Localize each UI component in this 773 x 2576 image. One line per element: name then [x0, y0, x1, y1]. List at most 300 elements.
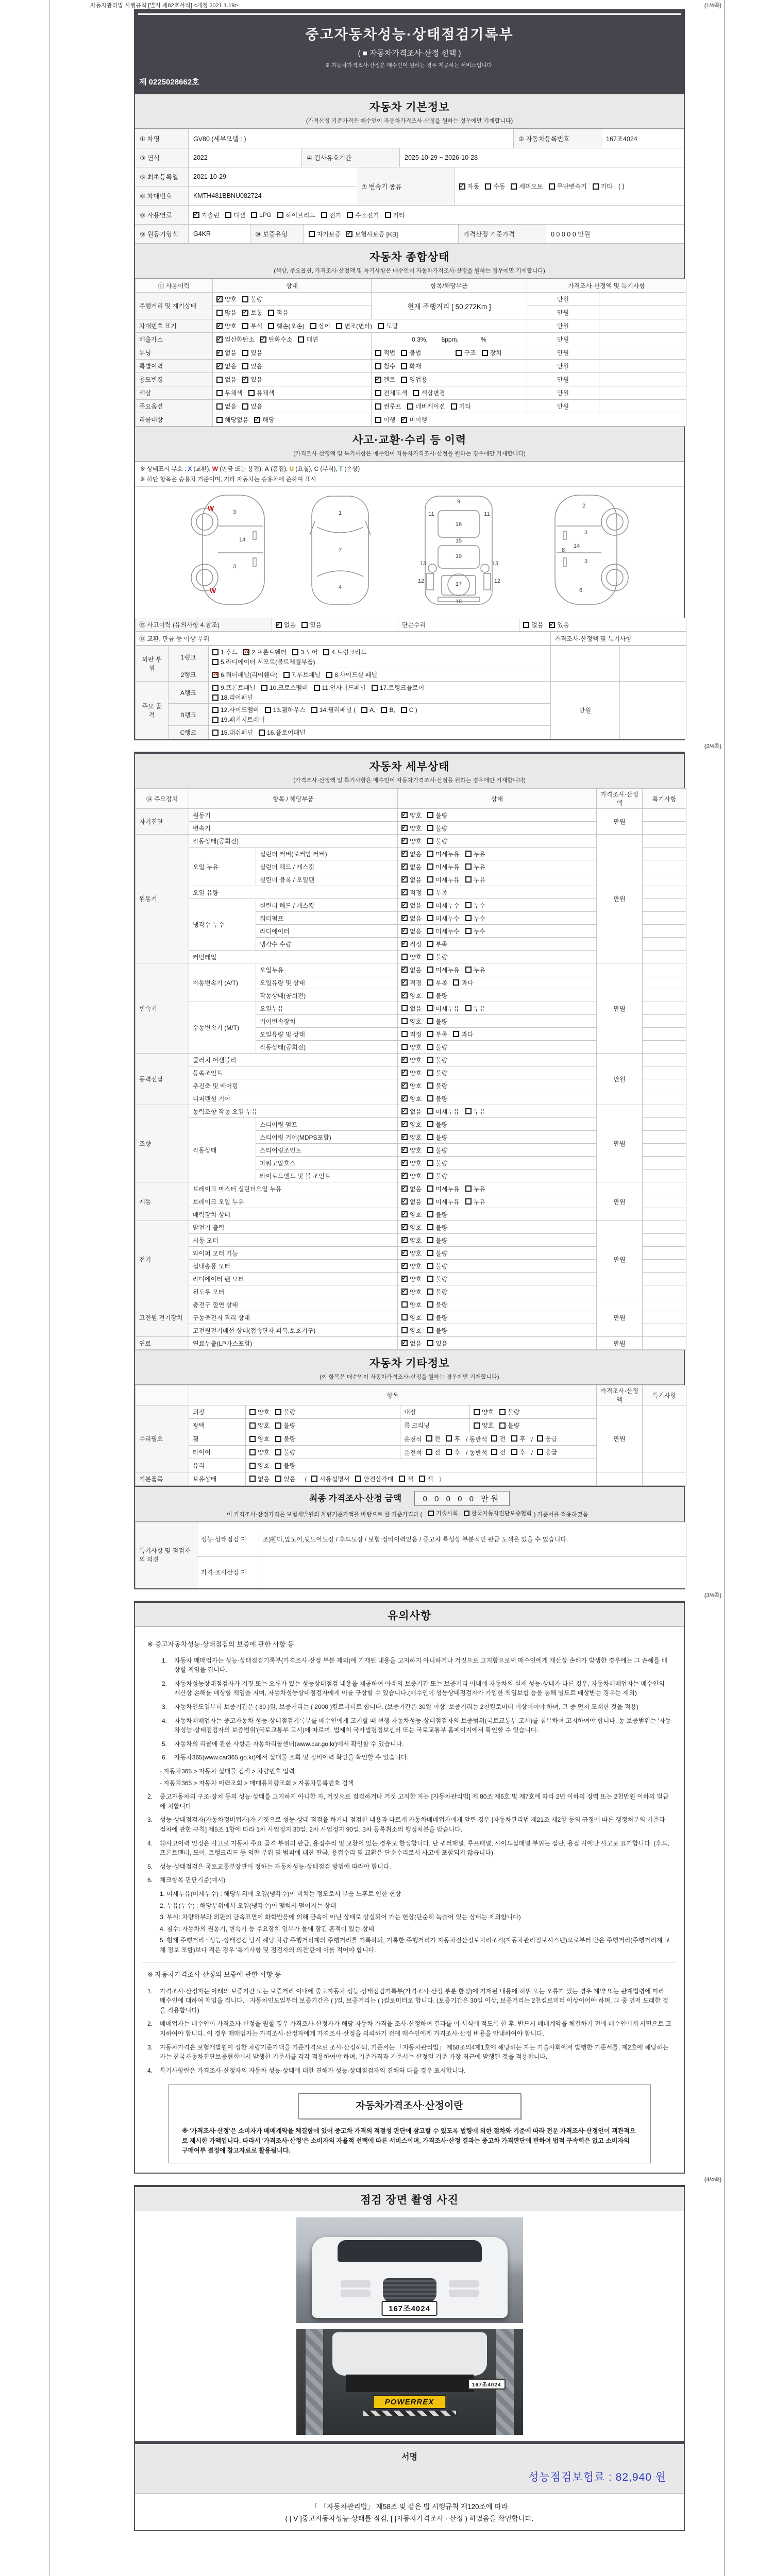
checkbox[interactable]	[375, 390, 381, 396]
checked-checkbox[interactable]	[401, 902, 408, 908]
checkbox[interactable]	[446, 1435, 452, 1442]
checkbox[interactable]	[242, 296, 248, 302]
option-label: 2.프론트휀더	[251, 649, 287, 656]
checkbox[interactable]	[511, 183, 517, 190]
inline-text: 이 가격조사·산정가격은 보험개발원의 차량기준가액을 바탕으로 한 기준가격과 (	[226, 1511, 423, 1518]
checkbox[interactable]	[427, 851, 433, 857]
checkbox[interactable]	[427, 1134, 433, 1140]
checkbox[interactable]	[212, 730, 219, 736]
cell: 배력장치 상태	[189, 1208, 398, 1221]
checkbox[interactable]	[427, 1263, 433, 1269]
checked-checkbox[interactable]	[401, 1121, 408, 1127]
option-label: 7.루브패널	[291, 671, 321, 679]
checkbox[interactable]	[427, 1031, 433, 1037]
checkbox[interactable]	[401, 1314, 408, 1320]
inline-text: ) 기준서를 적용하였음	[533, 1511, 589, 1518]
checkbox[interactable]	[249, 1476, 256, 1482]
checkbox[interactable]	[212, 717, 219, 723]
checkbox-option	[276, 620, 296, 629]
checked-checkbox[interactable]	[401, 915, 408, 921]
option-label: 미세누수	[435, 902, 460, 909]
checkbox[interactable]	[427, 1250, 433, 1256]
checkbox[interactable]	[427, 1340, 433, 1346]
checked-checkbox[interactable]	[401, 863, 408, 870]
checkbox[interactable]	[314, 685, 320, 691]
checked-checkbox[interactable]	[401, 1250, 408, 1256]
checkbox[interactable]	[465, 928, 472, 934]
checked-checkbox[interactable]	[401, 1070, 408, 1076]
option-label: 없음	[225, 363, 237, 370]
checkbox[interactable]	[292, 649, 298, 655]
checked-checkbox[interactable]	[216, 323, 223, 329]
option-label: 누유	[473, 966, 485, 974]
checkbox[interactable]	[336, 323, 342, 329]
checkbox[interactable]	[426, 1449, 432, 1455]
checkbox[interactable]	[465, 1108, 472, 1114]
checkbox[interactable]	[311, 1476, 317, 1482]
checkbox[interactable]	[268, 323, 274, 329]
option-label: 15.대쉬패널	[221, 729, 254, 736]
checkbox[interactable]	[381, 707, 387, 713]
checkbox[interactable]	[446, 1449, 452, 1455]
checkbox[interactable]	[251, 212, 257, 218]
cell	[372, 346, 527, 360]
cell: 오일 유량	[189, 886, 398, 899]
checkbox-option	[268, 321, 304, 330]
checkbox[interactable]	[465, 1005, 472, 1011]
checkbox[interactable]	[474, 1422, 480, 1429]
checked-checkbox[interactable]	[401, 1134, 408, 1140]
checkbox[interactable]	[277, 212, 283, 218]
checkbox[interactable]	[401, 363, 407, 369]
checkbox[interactable]	[378, 323, 384, 329]
field-value: 2021-10-29	[193, 173, 226, 180]
row-label-cell: 색상	[136, 386, 213, 400]
checkbox[interactable]	[427, 1005, 433, 1011]
checkbox[interactable]	[401, 707, 407, 713]
checkbox[interactable]	[453, 979, 459, 986]
checkbox[interactable]	[216, 390, 223, 396]
checkbox[interactable]	[401, 350, 407, 356]
checkbox-option	[401, 991, 422, 1000]
checked-checkbox[interactable]	[401, 1340, 408, 1346]
row-label-cell: 전기	[136, 1221, 189, 1298]
checkbox[interactable]	[401, 1301, 408, 1308]
checkbox[interactable]	[385, 212, 391, 218]
checkbox[interactable]	[249, 1409, 256, 1415]
checkbox[interactable]	[275, 1422, 281, 1429]
checkbox[interactable]	[465, 915, 472, 921]
checkbox[interactable]	[401, 954, 408, 960]
option-label: 기술사회,	[436, 1511, 460, 1517]
checkbox-option	[401, 1069, 422, 1077]
checkbox[interactable]	[309, 231, 315, 237]
page-right-edge	[724, 0, 725, 2576]
price-appraisal-info-box	[168, 2084, 651, 2163]
checkbox-option	[593, 182, 613, 191]
checkbox[interactable]	[361, 707, 367, 713]
checkbox[interactable]	[301, 622, 308, 628]
checkbox[interactable]	[275, 1449, 281, 1455]
cell	[643, 1247, 686, 1260]
checkbox[interactable]	[259, 730, 265, 736]
checkbox[interactable]	[427, 1185, 433, 1192]
checkbox[interactable]	[321, 212, 327, 218]
checkbox[interactable]	[427, 812, 433, 818]
checkbox[interactable]	[248, 390, 255, 396]
checked-checkbox[interactable]	[401, 825, 408, 831]
checked-checkbox[interactable]	[401, 889, 408, 895]
checkbox[interactable]	[225, 212, 231, 218]
checkbox[interactable]	[268, 310, 274, 316]
note-number: 4.	[147, 1839, 153, 1847]
checkbox[interactable]	[427, 941, 433, 947]
option-label: 해당	[262, 416, 275, 423]
checkbox[interactable]	[427, 1173, 433, 1179]
cell: 브레이크 마스터 실린더오일 누유	[189, 1182, 398, 1195]
note-subtext: 4. 침수: 자동차의 원동기, 변속기 등 주요장치 일부가 물에 잠긴 흔적이 있는 상태	[160, 1925, 375, 1933]
checkbox[interactable]	[428, 1511, 434, 1516]
option-label: 양호	[482, 1409, 494, 1416]
checked-checkbox[interactable]	[401, 1108, 408, 1114]
option-label: 부식	[250, 323, 263, 330]
checkbox[interactable]	[474, 1409, 480, 1415]
checkbox-option	[401, 1287, 422, 1296]
checked-checkbox[interactable]	[401, 1211, 408, 1217]
checkbox[interactable]	[427, 1160, 433, 1166]
checkbox[interactable]	[401, 1044, 408, 1050]
checked-checkbox[interactable]	[375, 377, 381, 383]
checkbox[interactable]	[427, 1095, 433, 1101]
cell	[643, 912, 686, 925]
checkbox-option	[242, 348, 262, 357]
note-text: 자동차가격은 보험개발원이 정한 차량기준가액을 기준가격으로 조사·산정하되, 기준서는 「자동차관리법」 제58조의4제1호에 해당하는 자는 기술사회에서 발행한 기준서를, 제2호에 해당하는 자는 한국자동차진단보증협회에서 발행한 기준서를 각각 적용하여야 하며, 기준가격과 기준서는 산정일 기준 가장 최근에 발행된 것을 적용합니다.	[160, 2043, 669, 2061]
option-label: 적정	[410, 1030, 422, 1038]
checkbox[interactable]	[401, 1031, 408, 1037]
checkbox[interactable]	[427, 1211, 433, 1217]
checked-checkbox[interactable]	[401, 1057, 408, 1063]
checked-checkbox[interactable]	[260, 336, 266, 343]
field-label: ⑧ 사용연료	[135, 206, 189, 224]
checkbox[interactable]	[465, 902, 472, 908]
checkbox[interactable]	[275, 1409, 281, 1415]
checkbox[interactable]	[216, 377, 223, 383]
checkbox[interactable]	[401, 1005, 408, 1011]
checkbox[interactable]	[456, 350, 462, 356]
checkbox-option	[216, 375, 237, 384]
checked-checkbox[interactable]	[216, 336, 223, 343]
checkbox[interactable]	[249, 1422, 256, 1429]
checkbox-option	[268, 308, 288, 317]
option-label: 사용설명서	[320, 1475, 350, 1483]
inline-text: ）	[439, 1476, 445, 1484]
option-label: 미세누유	[435, 850, 460, 858]
checkbox[interactable]	[375, 417, 381, 423]
cell	[643, 848, 686, 860]
checked-checkbox[interactable]	[401, 1263, 408, 1269]
checked-checkbox[interactable]	[216, 363, 223, 369]
cell	[398, 1131, 597, 1144]
overall-title: 자동차 종합상태	[369, 251, 450, 263]
option-label: 있음	[557, 621, 569, 629]
checkbox-option	[427, 1004, 459, 1013]
checkbox-option	[401, 1172, 422, 1180]
checked-checkbox[interactable]	[401, 1198, 408, 1205]
checkbox[interactable]	[427, 915, 433, 921]
checkbox[interactable]	[593, 183, 599, 190]
cell	[643, 1079, 686, 1092]
checkbox[interactable]	[323, 649, 329, 655]
checkbox[interactable]	[427, 967, 433, 973]
checked-checkbox[interactable]	[401, 1237, 408, 1243]
checkbox[interactable]	[375, 350, 381, 356]
checkbox[interactable]	[465, 1198, 472, 1205]
checked-checkbox[interactable]	[401, 851, 408, 857]
checkbox[interactable]	[427, 1057, 433, 1063]
checkbox[interactable]	[465, 967, 472, 973]
cell	[643, 1157, 686, 1170]
checkbox[interactable]	[491, 1449, 497, 1455]
checkbox[interactable]	[427, 979, 433, 986]
cell	[643, 938, 686, 951]
checkbox[interactable]	[427, 1121, 433, 1127]
cell	[213, 306, 372, 319]
checkbox[interactable]	[261, 685, 267, 691]
checkbox[interactable]	[465, 876, 472, 883]
final-price-title: 최종 가격조사·산정 금액	[309, 1494, 402, 1503]
checkbox[interactable]	[427, 863, 433, 870]
checkbox[interactable]	[537, 1435, 543, 1442]
status-code-W: W	[212, 465, 219, 472]
checked-checkbox[interactable]	[276, 622, 282, 628]
option-label: 양호	[410, 1314, 422, 1321]
checkbox[interactable]	[427, 1018, 433, 1024]
checkbox[interactable]	[427, 902, 433, 908]
cell: 등속조인트	[189, 1066, 398, 1079]
option-label: 양호	[258, 1422, 270, 1429]
checkbox[interactable]	[401, 377, 407, 383]
checkbox[interactable]	[347, 212, 353, 218]
checked-checkbox[interactable]	[346, 231, 352, 237]
checkbox[interactable]	[427, 825, 433, 831]
checkbox[interactable]	[549, 183, 555, 190]
checked-checkbox[interactable]	[401, 1185, 408, 1192]
checkbox[interactable]	[427, 1198, 433, 1205]
checked-checkbox[interactable]	[401, 1095, 408, 1101]
checkbox-option	[326, 670, 377, 679]
cell: 가격조사·산정액 및 특기사항	[551, 632, 686, 646]
checkbox[interactable]	[242, 403, 248, 410]
checkbox[interactable]	[451, 403, 457, 410]
checkbox[interactable]	[427, 1044, 433, 1050]
checkbox[interactable]	[427, 1301, 433, 1308]
checkbox[interactable]	[511, 1435, 517, 1442]
checkbox[interactable]	[427, 889, 433, 895]
checked-checkbox[interactable]	[401, 992, 408, 998]
checked-checkbox[interactable]	[401, 876, 408, 883]
checked-checkbox[interactable]	[216, 350, 223, 356]
option-label: 없음	[410, 863, 422, 871]
checkbox[interactable]	[212, 707, 219, 713]
checkbox[interactable]	[242, 363, 248, 369]
checkbox-option	[346, 230, 398, 239]
checked-checkbox[interactable]	[401, 838, 408, 844]
option-label: 19.패키지트레이	[221, 716, 265, 723]
checkbox[interactable]	[275, 1476, 281, 1482]
form-title: 중고자동차성능·상태점검기록부	[305, 27, 514, 42]
option-label: 없음	[410, 914, 422, 922]
checkbox[interactable]	[453, 1031, 459, 1037]
page-marker-3: (3/4쪽)	[704, 1592, 721, 1599]
checked-checkbox[interactable]	[401, 812, 408, 818]
checkbox[interactable]	[491, 1435, 497, 1442]
checked-checkbox[interactable]	[549, 622, 555, 628]
checkbox-option	[401, 1004, 422, 1013]
option-label: 유채색	[256, 389, 275, 397]
option-label: 미이행	[409, 416, 427, 423]
checkbox[interactable]	[427, 992, 433, 998]
checkbox[interactable]	[355, 1476, 361, 1482]
checked-checkbox[interactable]	[401, 1289, 408, 1295]
checked-checkbox[interactable]	[401, 1147, 408, 1153]
checkbox[interactable]	[242, 350, 248, 356]
option-label: 양호	[258, 1409, 270, 1416]
option-label: 누유	[473, 850, 485, 858]
checkbox[interactable]	[426, 1435, 432, 1442]
checkbox[interactable]	[216, 403, 223, 410]
checkbox-option	[427, 1184, 459, 1193]
checkbox[interactable]	[212, 659, 219, 665]
option-label: 불법	[409, 349, 422, 357]
checkbox[interactable]	[482, 350, 488, 356]
checkbox[interactable]	[464, 1511, 469, 1516]
checkbox[interactable]	[375, 363, 381, 369]
checked-checkbox[interactable]	[216, 296, 223, 302]
checkbox[interactable]	[499, 1422, 506, 1429]
option-label: 불량	[435, 1314, 448, 1321]
checked-checkbox[interactable]	[401, 967, 408, 973]
checkbox[interactable]	[407, 403, 413, 410]
checked-checkbox[interactable]	[401, 417, 407, 423]
checkbox-option	[372, 683, 424, 692]
checkbox[interactable]	[310, 323, 316, 329]
checkbox[interactable]	[427, 1082, 433, 1089]
checked-checkbox[interactable]	[401, 941, 408, 947]
option-label: 불량	[435, 1043, 448, 1051]
checkbox[interactable]	[427, 954, 433, 960]
exchange-repair-header	[135, 632, 684, 646]
checkbox[interactable]	[216, 310, 223, 316]
checkbox[interactable]	[427, 1147, 433, 1153]
checked-checkbox[interactable]	[401, 928, 408, 934]
w-mark-checkbox[interactable]	[243, 649, 249, 655]
checked-checkbox[interactable]	[401, 1224, 408, 1230]
checkbox[interactable]	[212, 694, 219, 701]
checked-checkbox[interactable]	[242, 310, 248, 316]
checkbox[interactable]	[399, 1476, 405, 1482]
checked-checkbox[interactable]	[459, 183, 465, 190]
checkbox[interactable]	[249, 1436, 256, 1442]
w-mark-checkbox[interactable]	[212, 672, 219, 678]
checkbox[interactable]	[375, 403, 381, 410]
checkbox[interactable]	[523, 622, 529, 628]
checkbox[interactable]	[265, 707, 271, 713]
checkbox[interactable]	[401, 1327, 408, 1333]
checkbox[interactable]	[427, 928, 433, 934]
checkbox[interactable]	[401, 1018, 408, 1024]
checkbox[interactable]	[216, 417, 223, 423]
option-label: 세미오토	[519, 183, 543, 190]
checkbox[interactable]	[275, 1436, 281, 1442]
cell: 충전구 절연 상태	[189, 1298, 398, 1311]
checkbox[interactable]	[427, 1314, 433, 1320]
checkbox[interactable]	[499, 1409, 506, 1415]
checkbox[interactable]	[427, 1070, 433, 1076]
panel-number: 13	[492, 561, 498, 567]
checkbox-option	[216, 402, 237, 411]
option-label: 불량	[435, 811, 448, 819]
checked-checkbox[interactable]	[193, 212, 199, 218]
checkbox[interactable]	[372, 685, 378, 691]
checked-checkbox[interactable]	[401, 1276, 408, 1282]
checkbox[interactable]	[485, 183, 491, 190]
checkbox[interactable]	[537, 1449, 543, 1455]
checkbox[interactable]	[427, 1289, 433, 1295]
checkbox[interactable]	[427, 838, 433, 844]
checkbox[interactable]	[511, 1449, 517, 1455]
checkbox[interactable]	[419, 1476, 425, 1482]
checkbox[interactable]	[298, 336, 304, 343]
checkbox[interactable]	[275, 1463, 281, 1469]
checkbox-option	[465, 875, 485, 884]
checked-checkbox[interactable]	[401, 1160, 408, 1166]
checkbox[interactable]	[465, 1185, 472, 1192]
cell: 만원	[527, 333, 599, 346]
checkbox[interactable]	[212, 685, 219, 691]
checkbox[interactable]	[283, 672, 290, 678]
checkbox[interactable]	[427, 1327, 433, 1333]
option-label: 화재	[409, 363, 422, 370]
checkbox[interactable]	[249, 1463, 256, 1469]
checkbox-option	[401, 1184, 422, 1193]
row-label-cell: 튜닝	[136, 346, 213, 360]
checkbox[interactable]	[427, 876, 433, 883]
checkbox[interactable]	[413, 390, 419, 396]
cell: 파워고압호스	[256, 1157, 398, 1170]
checkbox[interactable]	[427, 1276, 433, 1282]
checked-checkbox[interactable]	[401, 979, 408, 986]
cell	[398, 809, 597, 822]
checked-checkbox[interactable]	[401, 1082, 408, 1089]
checkbox[interactable]	[465, 851, 472, 857]
checked-checkbox[interactable]	[242, 377, 248, 383]
checkbox[interactable]	[212, 649, 219, 655]
checkbox-option	[465, 1004, 485, 1013]
cell: 작동상태(공회전)	[189, 835, 398, 848]
checkbox[interactable]	[427, 1237, 433, 1243]
checked-checkbox[interactable]	[254, 417, 260, 423]
checkbox[interactable]	[427, 1108, 433, 1114]
checkbox[interactable]	[465, 863, 472, 870]
checkbox[interactable]	[242, 323, 248, 329]
checkbox[interactable]	[326, 672, 332, 678]
panel-number: 3	[584, 530, 587, 536]
checkbox[interactable]	[311, 707, 317, 713]
checkbox[interactable]	[249, 1449, 256, 1455]
panel-number: 3	[232, 509, 236, 515]
checkbox[interactable]	[427, 1224, 433, 1230]
checked-checkbox[interactable]	[401, 1173, 408, 1179]
